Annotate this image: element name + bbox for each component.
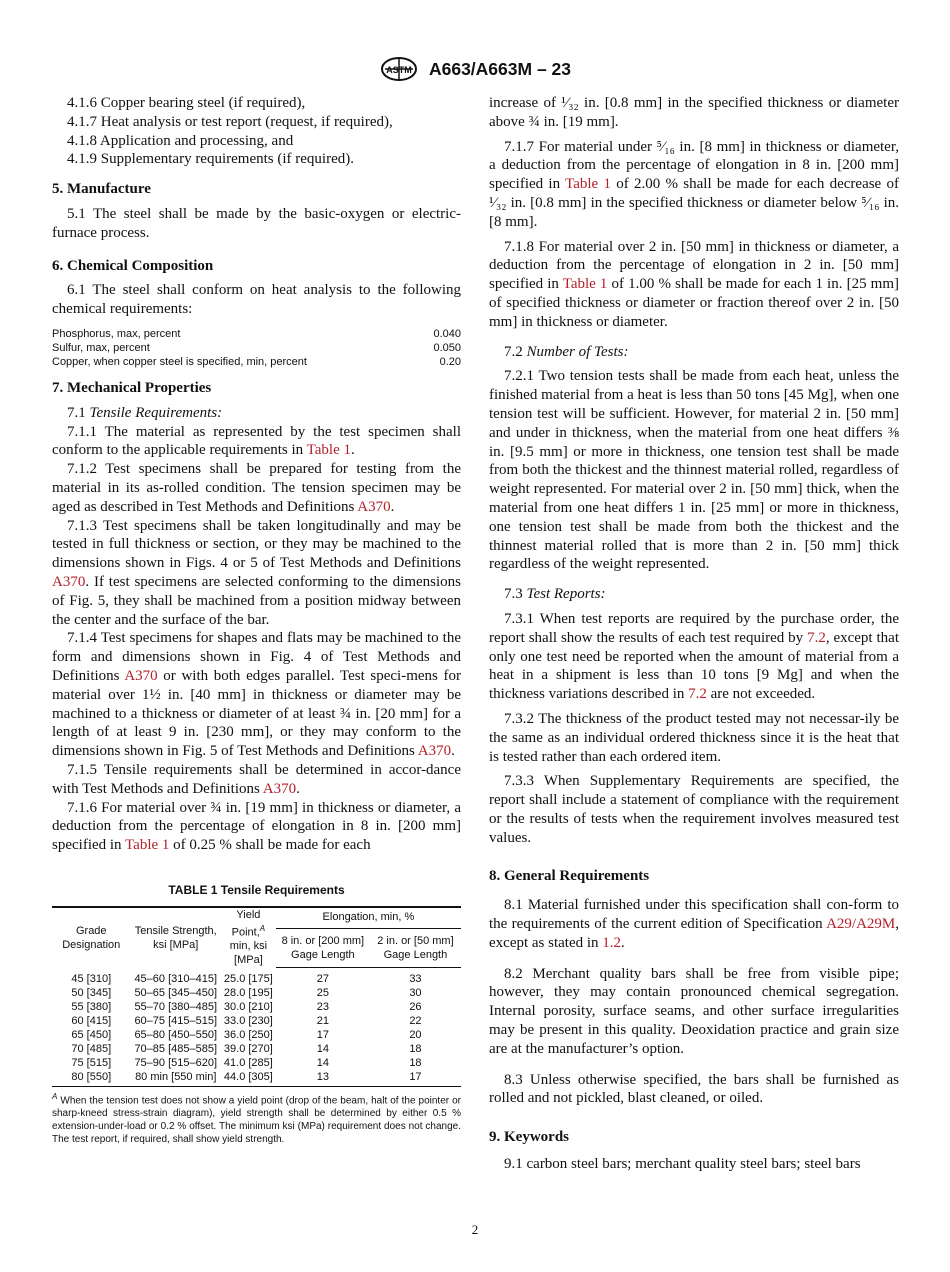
table-cell: 30 bbox=[409, 986, 422, 999]
list-item: 4.1.6 Copper bearing steel (if required), bbox=[67, 95, 306, 111]
col-header-elongation: Elongation, min, % bbox=[276, 907, 461, 929]
paragraph-7-2-1: 7.2.1 Two tension tests shall be made from each heat, unless the finished material from a heat is less than 50 tons [45 Mg], when one tension test will be sufficient. However, for material 2 in. [50 mm] and under in thickness, when the material from one heat differs ⅜ in. [9.5 mm] or more in thickness, one tension test shall be made from both the thickest and the thinnest material rolled, regardless of weight represented. For material over 2 in. [50 mm] thick, when the material from one heat differs 1 in. [25 mm] or more in thickness, one tension test shall be made from both the thickest and the thinnest material rolled that is more than 2 in. [50 mm] thick regardless of the weight represented. bbox=[489, 368, 899, 573]
section-heading-mechanical-properties: 7. Mechanical Properties bbox=[52, 379, 212, 396]
yield-unit: min, ksi [MPa] bbox=[229, 940, 268, 967]
paragraph-7-3 bbox=[489, 585, 899, 604]
table-cell: 28.0 [195] bbox=[223, 986, 273, 999]
col-header-yield bbox=[221, 907, 276, 968]
paragraph-7-3-1 bbox=[489, 610, 899, 704]
table-cell: 75 [515] bbox=[71, 1056, 112, 1069]
clause-title: Number of Tests: bbox=[526, 343, 629, 360]
paragraph-7-1-3 bbox=[52, 517, 461, 630]
a29-link[interactable]: A29/A29M bbox=[826, 916, 896, 933]
text-run: or with both edges parallel. Test speci-mens for material over 1½ in. [40 mm] in thickness or diameter may be machined to a thickness or diameter of at least ¾ in. [20 mm] for a length of at least 9 in. [230 mm], or they may conform to the dimensions shown in Fig. 5 of Test Methods and Definitions bbox=[52, 667, 461, 760]
text-run: . bbox=[451, 743, 455, 760]
table-row bbox=[52, 1042, 461, 1056]
table-header-row bbox=[52, 907, 461, 929]
clause-number: 7.3 bbox=[504, 586, 523, 603]
yield-label: Yield Point, bbox=[231, 908, 261, 939]
table-cell: 45–60 [310–415] bbox=[134, 972, 218, 985]
paragraph-7-1-6 bbox=[52, 799, 461, 855]
text-run: 7.3.1 When test reports are required by the purchase order, the report shall show the results of each test required by bbox=[489, 610, 899, 646]
table-cell: 25 bbox=[316, 986, 329, 999]
chem-label: Copper, when copper steel is specified, min, percent bbox=[52, 355, 307, 368]
section-7-2-link[interactable]: 7.2 bbox=[688, 686, 707, 703]
table-cell: 20 bbox=[409, 1028, 422, 1041]
table-cell: 13 bbox=[276, 1070, 370, 1087]
clause-number: 7.2 bbox=[504, 343, 523, 360]
text-run: of 2.00 % shall be made for each decrease of ¹⁄₃₂ in. [0.8 mm] in the specified thickness or diameter below ⁵⁄₁₆ in. [8 mm]. bbox=[489, 176, 899, 230]
table-1-link[interactable]: Table 1 bbox=[562, 276, 608, 293]
chem-value: 0.050 bbox=[433, 341, 461, 354]
table-cell: 23 bbox=[316, 1000, 329, 1013]
text-run: of 1.00 % shall be made for each 1 in. [25 mm] of specified thickness or diameter or fraction thereof over 2 in. [50 mm] in thickness or diameter. bbox=[489, 276, 899, 330]
table-row bbox=[52, 1070, 461, 1087]
tensile-table-body bbox=[52, 967, 461, 1086]
a370-link[interactable]: A370 bbox=[262, 780, 297, 797]
text-run: 7.1.1 The material as represented by the test specimen shall conform to the applicable requirements in bbox=[52, 423, 461, 459]
table-row bbox=[52, 355, 461, 369]
table-cell: 21 bbox=[316, 1014, 329, 1027]
section-heading-manufacture: 5. Manufacture bbox=[52, 181, 151, 198]
text-run: 7.1.8 For material over 2 in. [50 mm] in thickness or diameter, a deduction from the percentage of elongation in 2 in. [50 mm] specified in bbox=[489, 238, 899, 293]
table-1-link[interactable]: Table 1 bbox=[125, 837, 170, 854]
table-1-link[interactable]: Table 1 bbox=[306, 442, 352, 459]
paragraph-7-1-6-continued: increase of ¹⁄₃₂ in. [0.8 mm] in the specified thickness or diameter above ¾ in. [19 mm]. bbox=[489, 95, 899, 130]
a370-link[interactable]: A370 bbox=[124, 667, 158, 684]
paragraph-7-1-5 bbox=[52, 761, 461, 799]
table-row bbox=[52, 327, 461, 341]
table-row bbox=[52, 1014, 461, 1028]
section-heading-general-requirements: 8. General Requirements bbox=[489, 868, 650, 885]
table-row bbox=[52, 1056, 461, 1070]
text-run: , except that only one test need be reported when the amount of material from a heat in a shipment is less than 10 tons [9 Mg] and when the thickness variations described in bbox=[489, 629, 899, 703]
text-run: 7.1.4 Test specimens for shapes and flats may be machined to the form and dimensions shown in Fig. 4 of Test Methods and Definitions bbox=[52, 630, 461, 684]
chem-value: 0.040 bbox=[433, 327, 461, 340]
tensile-requirements-table bbox=[52, 906, 461, 1087]
paragraph-8-1 bbox=[489, 896, 899, 952]
paragraph-9-1: 9.1 carbon steel bars; merchant quality steel bars; steel bars bbox=[504, 1156, 861, 1173]
text-run: . If test specimens are selected conforming to the dimensions of Fig. 5, they shall be machined from a position midway between the center and the surface of the bar. bbox=[52, 573, 461, 628]
paragraph-7-1 bbox=[52, 404, 461, 423]
text-run: . bbox=[621, 934, 625, 951]
text-run: are not exceeded. bbox=[706, 686, 816, 703]
paragraph-7-2 bbox=[489, 343, 899, 362]
chem-value: 0.20 bbox=[439, 355, 461, 368]
clause-title: Test Reports: bbox=[526, 586, 606, 603]
paragraph-7-3-3: 7.3.3 When Supplementary Requirements are specified, the report shall include a statement of compliance with the requirement or the results of tests when the requirement involves measured test values. bbox=[489, 773, 899, 846]
table-cell: 33.0 [230] bbox=[223, 1014, 273, 1027]
table-cell: 18 bbox=[409, 1042, 422, 1055]
chem-label: Sulfur, max, percent bbox=[52, 341, 150, 354]
text-run: . bbox=[296, 780, 300, 797]
table-cell: 18 bbox=[409, 1056, 422, 1069]
table-cell: 50 [345] bbox=[71, 986, 112, 999]
astm-logo-icon bbox=[379, 56, 419, 82]
table-row bbox=[52, 1028, 461, 1042]
table-cell: 65 [450] bbox=[71, 1028, 112, 1041]
list-item: 4.1.8 Application and processing, and bbox=[67, 132, 294, 149]
text-run: 7.1.5 Tensile requirements shall be determined in accor-dance with Test Methods and Definitions bbox=[52, 761, 461, 797]
table-cell: 17 bbox=[316, 1028, 329, 1041]
table-cell: 60 [415] bbox=[71, 1014, 112, 1027]
table-cell: 70 [485] bbox=[71, 1042, 112, 1055]
table-cell: 75–90 [515–620] bbox=[134, 1056, 218, 1069]
table-cell: 50–65 [345–450] bbox=[134, 986, 218, 999]
table-cell: 80 min [550 min] bbox=[131, 1070, 221, 1087]
left-column bbox=[52, 94, 461, 1146]
col-header-grade: Grade Designation bbox=[52, 907, 131, 968]
paragraph-5-1: 5.1 The steel shall be made by the basic-oxygen or electric-furnace process. bbox=[52, 205, 461, 241]
col-header-tensile: Tensile Strength, ksi [MPa] bbox=[131, 907, 221, 968]
footnote-marker: A bbox=[52, 1091, 58, 1101]
table-1-link[interactable]: Table 1 bbox=[565, 176, 611, 193]
text-run: of 0.25 % shall be made for each bbox=[169, 837, 371, 854]
col-header-2in: 2 in. or [50 mm] Gage Length bbox=[370, 928, 461, 967]
paragraph-7-1-1 bbox=[52, 423, 461, 461]
a370-link[interactable]: A370 bbox=[417, 743, 452, 760]
table-cell: 26 bbox=[409, 1000, 422, 1013]
a370-link[interactable]: A370 bbox=[52, 573, 86, 590]
chemical-requirements-table bbox=[52, 327, 461, 369]
list-item: 4.1.7 Heat analysis or test report (request, if required), bbox=[67, 113, 393, 130]
clause-number: 7.1 bbox=[67, 404, 86, 421]
text-run: , except as stated in bbox=[489, 916, 899, 951]
table-cell: 14 bbox=[316, 1042, 329, 1055]
paragraph-8-2: 8.2 Merchant quality bars shall be free from visible pipe; however, they may contain pronounced chemical segregation. Internal porosity, surface seams, and other surface irregularities may be present in this quality. Deoxidation practice and grain size are at the manufacturer’s option. bbox=[489, 965, 899, 1057]
text-run: 7.1.3 Test specimens shall be taken longitudinally and may be tested in full thickness or section, or they may be machined to the dimensions shown in Figs. 4 or 5 of Test Methods and Definitions bbox=[52, 517, 461, 572]
paragraph-7-1-2 bbox=[52, 460, 461, 516]
a370-link[interactable]: A370 bbox=[357, 498, 391, 515]
right-column bbox=[489, 94, 899, 1174]
col-header-8in: 8 in. or [200 mm] Gage Length bbox=[276, 928, 370, 967]
paragraph-7-1-4 bbox=[52, 629, 461, 761]
chem-label: Phosphorus, max, percent bbox=[52, 327, 181, 340]
paragraph-8-3: 8.3 Unless otherwise specified, the bars shall be furnished as rolled and not pickled, blast cleaned, or oiled. bbox=[489, 1071, 899, 1107]
paragraph-7-3-2: 7.3.2 The thickness of the product tested may not necessar-ily be the same as an individual ordered thickness since it is the heat that is tested rather than each ordered item. bbox=[489, 710, 899, 765]
table-footnote bbox=[52, 1090, 461, 1146]
text-run: . bbox=[390, 498, 395, 515]
page-header bbox=[0, 56, 950, 82]
table-1-title: TABLE 1 Tensile Requirements bbox=[168, 882, 345, 897]
clause-title: Tensile Requirements: bbox=[89, 404, 223, 421]
paragraph-7-1-7 bbox=[489, 138, 899, 232]
table-cell: 36.0 [250] bbox=[223, 1028, 273, 1041]
text-run: 7.1.2 Test specimens shall be prepared for testing from the material in its as-rolled condition. The tension specimen may be aged as described in Test Methods and Definitions bbox=[52, 461, 461, 515]
section-heading-keywords: 9. Keywords bbox=[489, 1129, 569, 1146]
table-cell: 30.0 [210] bbox=[223, 1000, 273, 1013]
text-run: . bbox=[351, 442, 355, 459]
page-number: 2 bbox=[471, 1222, 479, 1237]
table-cell: 27 bbox=[316, 972, 329, 985]
section-7-2-link[interactable]: 7.2 bbox=[807, 629, 826, 646]
table-cell: 55 [380] bbox=[71, 1000, 112, 1013]
table-cell: 41.0 [285] bbox=[223, 1056, 273, 1069]
table-cell: 70–85 [485–585] bbox=[134, 1042, 218, 1055]
table-row bbox=[52, 967, 461, 986]
paragraph-7-1-8 bbox=[489, 238, 899, 332]
footnote-marker: A bbox=[259, 923, 266, 933]
text-run: 7.1.7 For material under ⁵⁄₁₆ in. [8 mm] in thickness or diameter, a deduction from the percentage of elongation in 8 in. [200 mm] specified in bbox=[489, 138, 899, 193]
list-item: 4.1.9 Supplementary requirements (if required). bbox=[67, 151, 354, 168]
table-cell: 65–80 [450–550] bbox=[134, 1028, 218, 1041]
table-cell: 22 bbox=[409, 1014, 422, 1027]
table-cell: 25.0 [175] bbox=[223, 972, 273, 985]
table-cell: 17 bbox=[370, 1070, 461, 1087]
text-run: 8.1 Material furnished under this specification shall con-form to the requirements of the current edition of Specification bbox=[489, 897, 899, 933]
section-1-2-link[interactable]: 1.2 bbox=[602, 934, 622, 951]
table-cell: 44.0 [305] bbox=[221, 1070, 276, 1087]
section-heading-chemical-composition: 6. Chemical Composition bbox=[52, 257, 214, 274]
table-row bbox=[52, 986, 461, 1000]
table-cell: 55–70 [380–485] bbox=[134, 1000, 218, 1013]
text-run: 7.1.6 For material over ¾ in. [19 mm] in thickness or diameter, a deduction from the percentage of elongation in 8 in. [200 mm] specified in bbox=[52, 799, 461, 854]
table-row bbox=[52, 1000, 461, 1014]
table-cell: 33 bbox=[409, 972, 422, 985]
table-row bbox=[52, 341, 461, 355]
paragraph-6-1: 6.1 The steel shall conform on heat analysis to the following chemical requirements: bbox=[52, 282, 461, 318]
table-cell: 14 bbox=[316, 1056, 329, 1069]
footnote-text: When the tension test does not show a yield point (drop of the beam, halt of the pointer or sharp-kneed stress-strain diagram), yield strength shall be determined by either 0.5 % extension-under-load or 0.2 % offset. The minimum ksi (MPa) requirement does not change. The test report, if required, shall show yield strength. bbox=[52, 1095, 462, 1146]
table-cell: 45 [310] bbox=[71, 972, 112, 985]
table-cell: 39.0 [270] bbox=[223, 1042, 273, 1055]
table-cell: 60–75 [415–515] bbox=[134, 1014, 218, 1027]
table-cell: 80 [550] bbox=[52, 1070, 131, 1087]
svg-text:ASTM: ASTM bbox=[386, 65, 412, 75]
document-id: A663/A663M – 23 bbox=[428, 58, 572, 79]
